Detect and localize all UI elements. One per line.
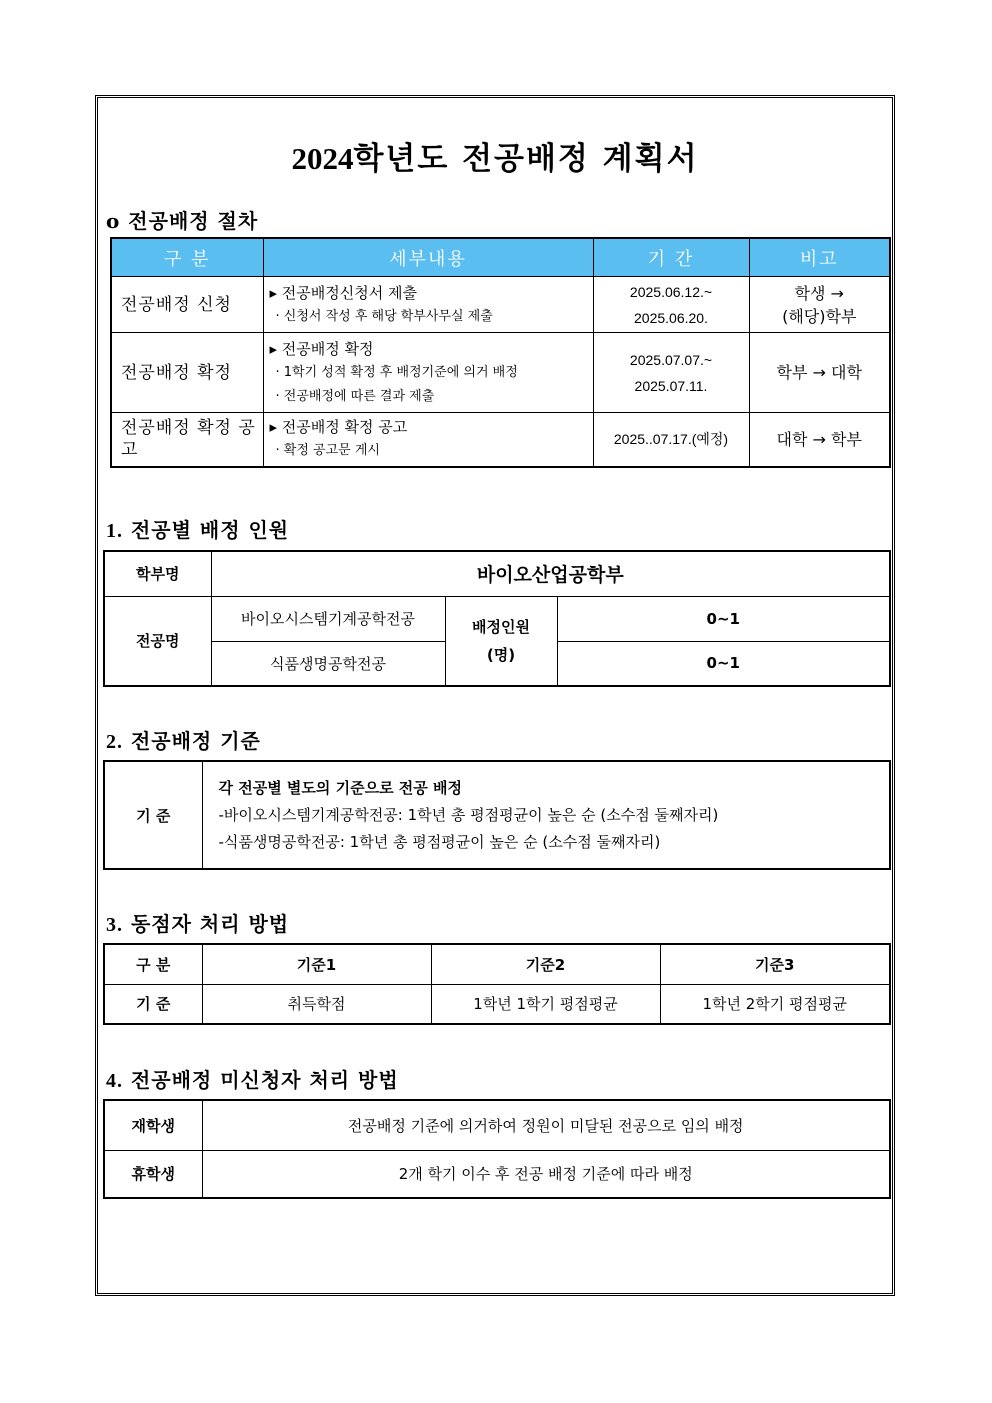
major-count: 0~1 <box>557 596 890 641</box>
table-row <box>104 1150 890 1198</box>
period-start: 2025.06.12.~ <box>629 283 713 300</box>
criteria-label: 기 준 <box>104 761 202 869</box>
table-row <box>111 277 890 333</box>
table-row <box>111 413 890 467</box>
step-period <box>593 333 749 413</box>
detail-sub: · 확정 공고문 게시 <box>275 443 380 459</box>
column-header: 세부내용 <box>263 238 593 277</box>
table-row <box>104 1100 890 1150</box>
criteria-line: -바이오시스템기계공학전공: 1학년 총 평점평균이 높은 순 (소수점 둘째자리) <box>218 805 719 824</box>
tiebreak-value: 1학년 2학기 평점평균 <box>660 984 890 1024</box>
step-details <box>263 277 593 333</box>
table-row <box>104 596 890 641</box>
column-header: 기준1 <box>202 944 431 984</box>
row-label: 기 준 <box>104 984 202 1024</box>
step-period: 2025..07.17.(예정) <box>593 413 749 467</box>
criteria-heading: 2. 전공배정 기준 <box>106 729 261 753</box>
criteria-table <box>103 760 891 870</box>
criteria-text <box>202 761 890 869</box>
table-row <box>104 551 890 596</box>
column-header: 구 분 <box>111 238 263 277</box>
procedure-table <box>110 237 891 468</box>
step-note: 학부 → 대학 <box>749 333 890 413</box>
tiebreak-value: 1학년 1학기 평점평균 <box>431 984 660 1024</box>
column-header: 기준2 <box>431 944 660 984</box>
step-name: 전공배정 확정 <box>111 333 263 413</box>
detail-sub: · 전공배정에 따른 결과 제출 <box>275 388 435 404</box>
handling-text: 2개 학기 이수 후 전공 배정 기준에 따라 배정 <box>202 1150 890 1198</box>
period-end: 2025.06.20. <box>634 309 708 326</box>
criteria-line: 각 전공별 별도의 기준으로 전공 배정 <box>218 778 462 797</box>
step-details <box>263 333 593 413</box>
count-label-line: (명) <box>486 645 516 664</box>
period-end: 2025.07.11. <box>634 377 708 394</box>
tiebreak-table <box>103 943 891 1025</box>
detail-main: ▸ 전공배정 확정 <box>269 339 374 358</box>
tiebreak-heading: 3. 동점자 처리 방법 <box>106 912 290 936</box>
step-note: 대학 → 학부 <box>749 413 890 467</box>
note-line: 학생 → <box>794 283 844 303</box>
student-type: 휴학생 <box>104 1150 202 1198</box>
detail-sub: · 신청서 작성 후 해당 학부사무실 제출 <box>275 308 493 324</box>
non-applicants-table <box>103 1099 891 1199</box>
non-applicants-heading: 4. 전공배정 미신청자 처리 방법 <box>106 1068 399 1092</box>
criteria-line: -식품생명공학전공: 1학년 총 평점평균이 높은 순 (소수점 둘째자리) <box>218 832 661 851</box>
allocation-heading: 1. 전공별 배정 인원 <box>106 518 290 542</box>
step-note <box>749 277 890 333</box>
major-count: 0~1 <box>557 641 890 686</box>
detail-main: ▸ 전공배정신청서 제출 <box>269 283 417 302</box>
column-header: 기 간 <box>593 238 749 277</box>
tiebreak-value: 취득학점 <box>202 984 431 1024</box>
handling-text: 전공배정 기준에 의거하여 정원이 미달된 전공으로 임의 배정 <box>202 1100 890 1150</box>
table-header-row <box>111 238 890 277</box>
major-label: 전공명 <box>104 596 211 686</box>
detail-main: ▸ 전공배정 확정 공고 <box>269 418 408 437</box>
step-name: 전공배정 신청 <box>111 277 263 333</box>
table-row <box>104 984 890 1024</box>
column-header: 기준3 <box>660 944 890 984</box>
table-row <box>104 761 890 869</box>
student-type: 재학생 <box>104 1100 202 1150</box>
dept-name: 바이오산업공학부 <box>211 551 890 596</box>
count-label <box>445 596 557 686</box>
step-details <box>263 413 593 467</box>
table-row <box>111 333 890 413</box>
note-line: (해당)학부 <box>782 306 857 326</box>
major-name: 식품생명공학전공 <box>211 641 445 686</box>
major-name: 바이오시스템기계공학전공 <box>211 596 445 641</box>
row-label: 구 분 <box>104 944 202 984</box>
dept-label: 학부명 <box>104 551 211 596</box>
detail-sub: · 1학기 성적 확정 후 배정기준에 의거 배정 <box>275 364 518 380</box>
column-header: 비고 <box>749 238 890 277</box>
period-start: 2025.07.07.~ <box>629 351 713 368</box>
page-title: 2024학년도 전공배정 계획서 <box>291 141 699 177</box>
count-label-line: 배정인원 <box>472 617 530 636</box>
step-period <box>593 277 749 333</box>
allocation-table <box>103 550 891 687</box>
table-header-row <box>104 944 890 984</box>
procedure-heading: o 전공배정 절차 <box>106 209 259 233</box>
step-name: 전공배정 확정 공고 <box>111 413 263 467</box>
